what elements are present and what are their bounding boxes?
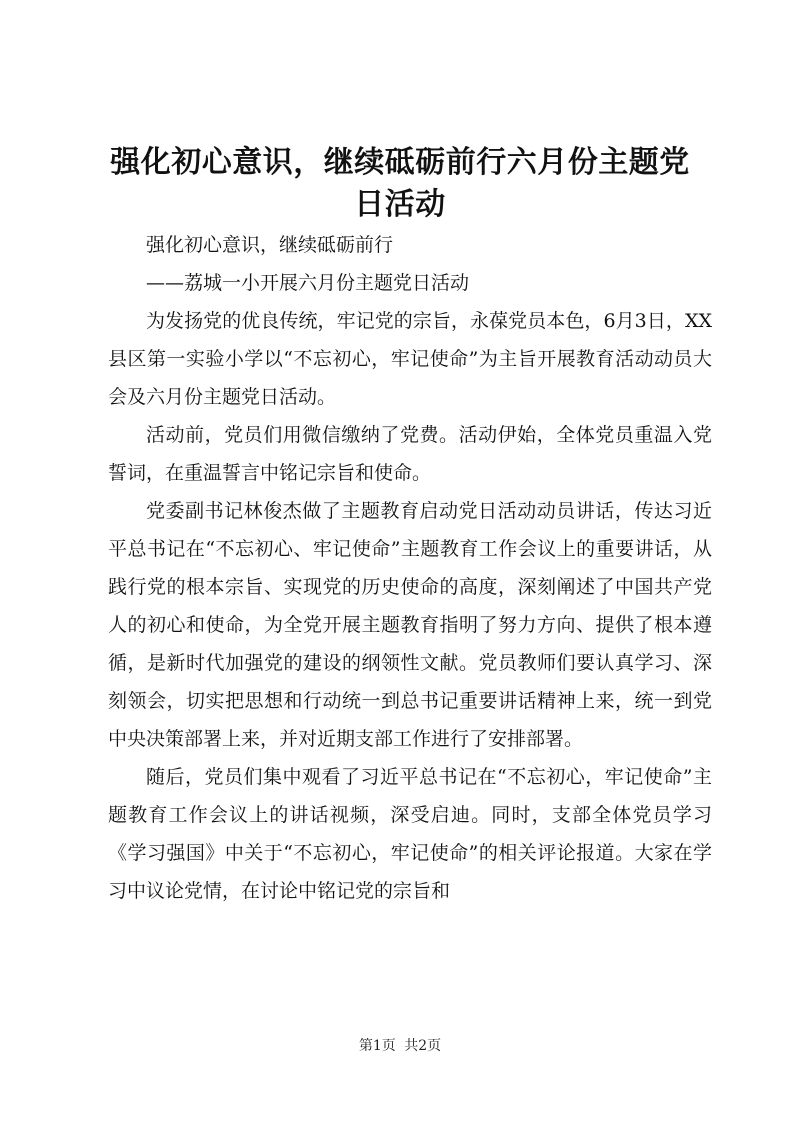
document-body <box>108 226 712 910</box>
page-total: 共2页 <box>404 1038 442 1054</box>
page-number: 第1页 <box>358 1038 396 1054</box>
paragraph-byline: ——荔城一小开展六月份主题党日活动 <box>146 272 470 294</box>
paragraph: 为发扬党的优良传统，牢记党的宗旨，永葆党员本色，6月3日，XX县区第一实验小学以“不忘初心，牢记使命”为主旨开展教育活动动员大会及六月份主题党日活动。 <box>108 310 712 408</box>
document-title: 强化初心意识，继续砥砺前行六月份主题党日活动 <box>110 145 690 222</box>
paragraph-subtitle: 强化初心意识，继续砥砺前行 <box>146 234 394 256</box>
paragraph: 随后，党员们集中观看了习近平总书记在“不忘初心，牢记使命”主题教育工作会议上的讲话视频，深受启迪。同时，支部全体党员学习《学习强国》中关于“不忘初心，牢记使命”的相关评论报道。大家在学习中议论党情，在讨论中铭记党的宗旨和 <box>108 766 712 902</box>
paragraph: 党委副书记林俊杰做了主题教育启动党日活动动员讲话，传达习近平总书记在“不忘初心、牢记使命”主题教育工作会议上的重要讲话，从践行党的根本宗旨、实现党的历史使命的高度，深刻阐述了中国共产党人的初心和使命，为全党开展主题教育指明了努力方向、提供了根本遵循，是新时代加强党的建设的纲领性文献。党员教师们要认真学习、深刻领会，切实把思想和行动统一到总书记重要讲话精神上来，统一到党中央决策部署上来，并对近期支部工作进行了安排部署。 <box>108 500 712 750</box>
paragraph: 活动前，党员们用微信缴纳了党费。活动伊始，全体党员重温入党誓词，在重温誓言中铭记宗旨和使命。 <box>108 424 712 484</box>
page-footer <box>0 1036 800 1056</box>
